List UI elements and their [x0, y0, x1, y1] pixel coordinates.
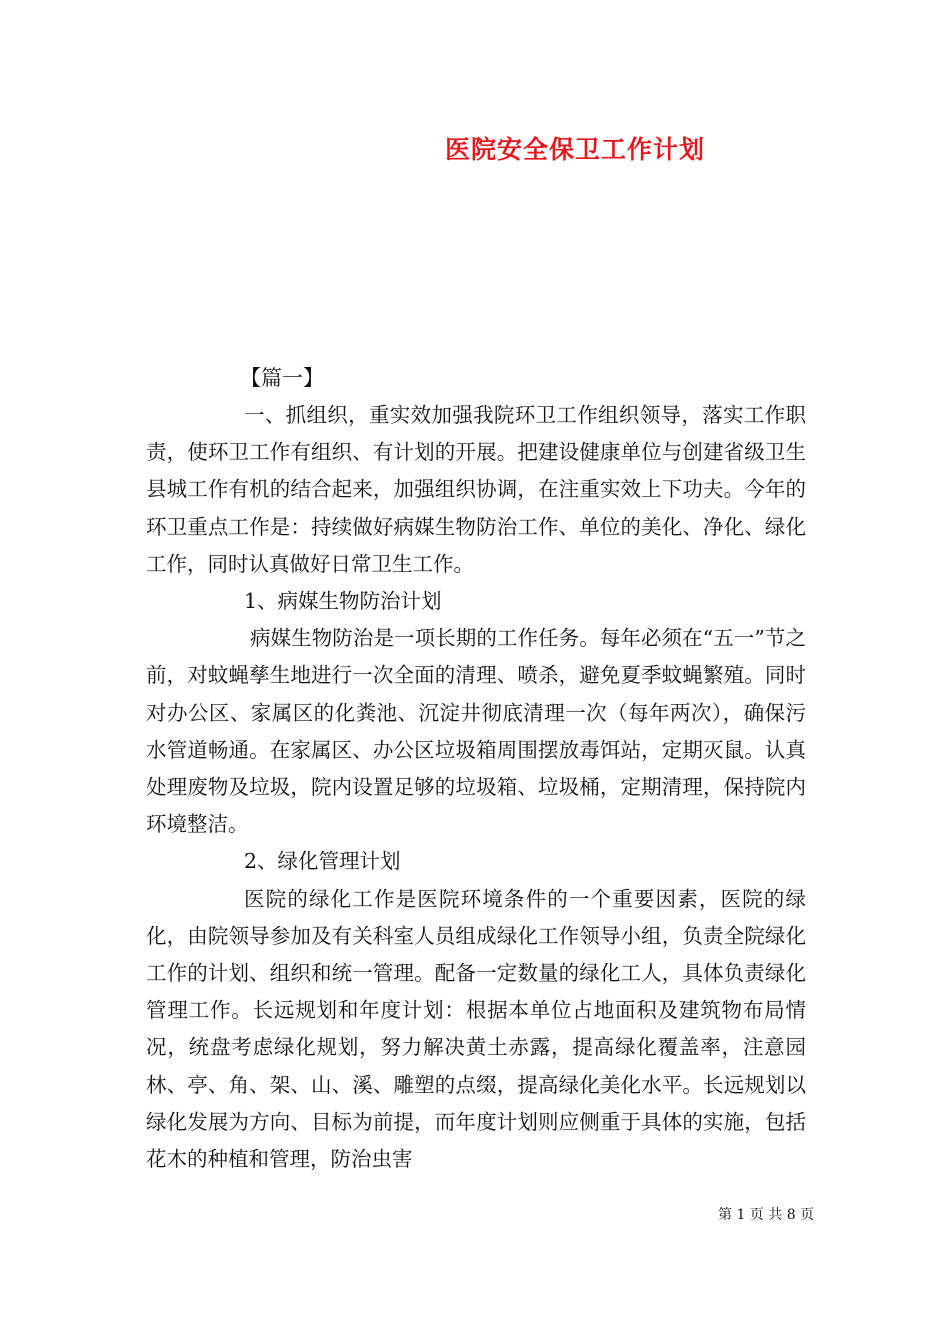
paragraph-vector-control: 病媒生物防治是一项长期的工作任务。每年必须在“五一”节之前，对蚊蝇孳生地进行一次全面的清理、喷杀，避免夏季蚊蝇繁殖。同时对办公区、家属区的化粪池、沉淀井彻底清理一次（每年两次），确保污水管道畅通。在家属区、办公区垃圾箱周围摆放毒饵站，定期灭鼠。认真处理废物及垃圾，院内设置足够的垃圾箱、垃圾桶，定期清理，保持院内环境整洁。 — [146, 626, 806, 837]
section-label: 【篇一】 — [240, 366, 324, 390]
paragraph-organization: 一、抓组织，重实效加强我院环卫工作组织领导，落实工作职责，使环卫工作有组织、有计划的开展。把建设健康单位与创建省级卫生县城工作有机的结合起来，加强组织协调，在注重实效上下功夫。今年的环卫重点工作是：持续做好病媒生物防治工作、单位的美化、净化、绿化工作，同时认真做好日常卫生工作。 — [146, 403, 806, 576]
document-body — [146, 397, 806, 1178]
paragraph-greening: 医院的绿化工作是医院环境条件的一个重要因素，医院的绿化，由院领导参加及有关科室人员组成绿化工作领导小组，负责全院绿化工作的计划、组织和统一管理。配备一定数量的绿化工人，具体负责绿化管理工作。长远规划和年度计划：根据本单位占地面积及建筑物布局情况，统盘考虑绿化规划，努力解决黄土赤露，提高绿化覆盖率，注意园林、亭、角、架、山、溪、雕塑的点缀，提高绿化美化水平。长远规划以绿化发展为方向、目标为前提，而年度计划则应侧重于具体的实施，包括花木的种植和管理，防治虫害 — [146, 886, 806, 1172]
heading-greening: 2、绿化管理计划 — [244, 849, 401, 874]
page-number: 第 1 页 共 8 页 — [718, 1207, 815, 1223]
document-title: 医院安全保卫工作计划 — [445, 135, 706, 164]
heading-vector-control: 1、病媒生物防治计划 — [244, 589, 442, 614]
